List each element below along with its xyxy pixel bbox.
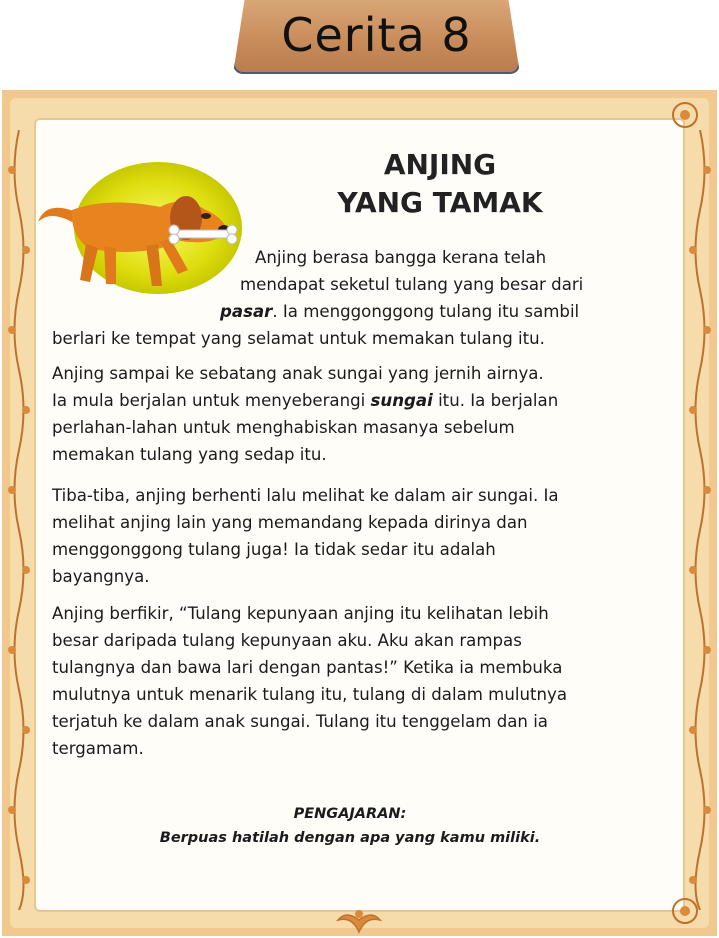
p1-line3-rest: . Ia menggonggong tulang itu sambil [272, 302, 580, 321]
lesson-text: Berpuas hatilah dengan apa yang kamu miliki. [159, 830, 541, 846]
p2-line1: Anjing sampai ke sebatang anak sungai yang jernih airnya. [52, 364, 544, 383]
p2-line2 [52, 387, 672, 414]
story-title [290, 146, 590, 222]
page-title: Cerita 8 [281, 8, 472, 62]
bottom-right-ornament-icon [665, 894, 705, 928]
bottom-center-ornament-icon [332, 906, 386, 934]
p3-line4: bayangnya. [52, 567, 150, 586]
top-right-ornament-icon [665, 98, 705, 132]
p2-line2-a: Ia mula berjalan untuk menyeberangi [52, 391, 371, 410]
story-title-line2: YANG TAMAK [337, 186, 543, 219]
p4-line1: Anjing berfikir, “Tulang kepunyaan anjing itu kelihatan lebih [52, 604, 549, 623]
p3-line2: melihat anjing lain yang memandang kepada dirinya dan [52, 513, 528, 532]
p3-line3: menggonggong tulang juga! Ia tidak sedar itu adalah [52, 540, 496, 559]
p3-line1: Tiba-tiba, anjing berhenti lalu melihat ke dalam air sungai. Ia [52, 486, 559, 505]
p4-line4: mulutnya untuk menarik tulang itu, tulang di dalam mulutnya [52, 685, 568, 704]
p2-emphasis: sungai [370, 391, 433, 410]
p2-line4: memakan tulang yang sedap itu. [52, 445, 327, 464]
p4-line5: terjatuh ke dalam anak sungai. Tulang itu tenggelam dan ia [52, 712, 548, 731]
p2-line2-b: itu. Ia berjalan [432, 391, 559, 410]
p1-emphasis: pasar [220, 302, 273, 321]
p4-line3: tulangnya dan bawa lari dengan pantas!” Ketika ia membuka [52, 658, 563, 677]
story-title-line1: ANJING [383, 148, 497, 181]
p4-line6: tergamam. [52, 739, 144, 758]
p4-line2: besar daripada tulang kepunyaan aku. Aku akan rampas [52, 631, 522, 650]
right-vine-ornament [687, 130, 713, 910]
p1-line2: mendapat seketul tulang yang besar dari [240, 275, 584, 294]
paragraph-3 [52, 482, 672, 590]
paragraph-1 [52, 244, 652, 352]
p1-line3 [52, 298, 652, 325]
p1-line1: Anjing berasa bangga kerana telah [255, 248, 547, 267]
paragraph-4 [52, 600, 672, 762]
lesson-heading: PENGAJARAN: [293, 806, 407, 822]
p2-line3: perlahan-lahan untuk menghabiskan masanya sebelum [52, 418, 515, 437]
paragraph-2 [52, 360, 672, 468]
p1-line4: berlari ke tempat yang selamat untuk memakan tulang itu. [52, 329, 545, 348]
